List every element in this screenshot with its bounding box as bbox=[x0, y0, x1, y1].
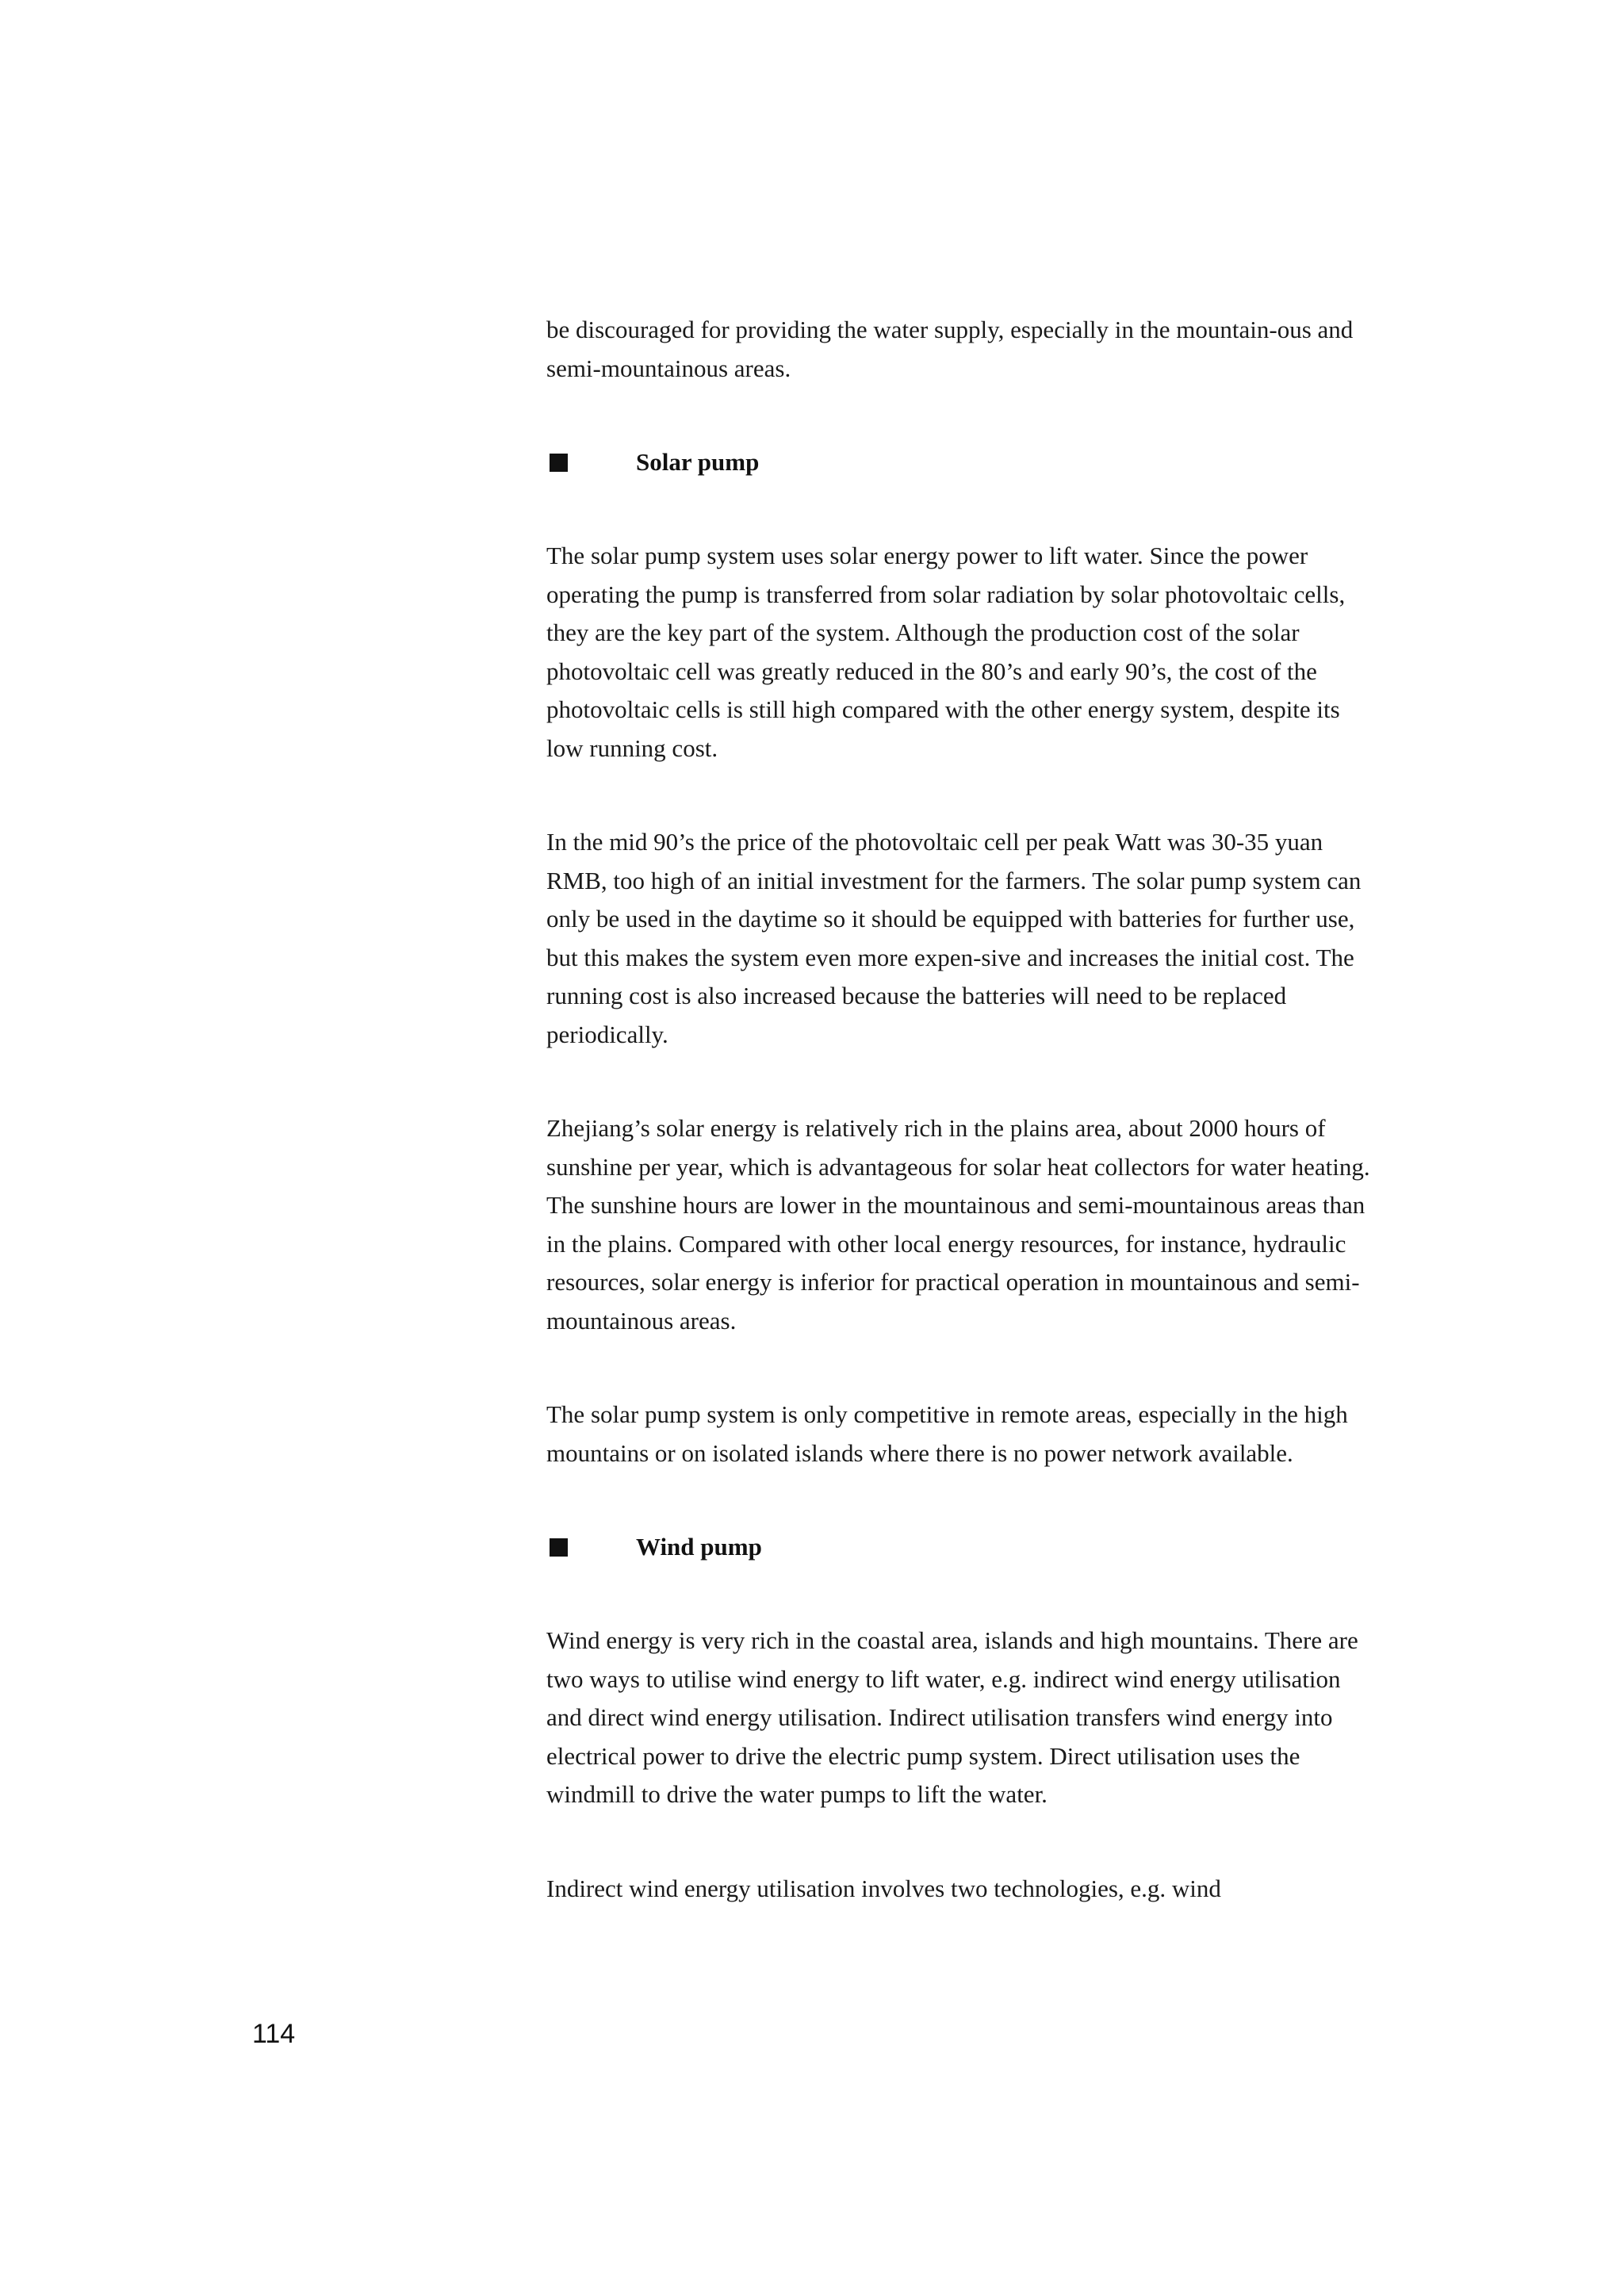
paragraph: Zhejiang’s solar energy is relatively rich in the plains area, about 2000 hours of sunshine per year, which is advantageous for solar heat collectors for water heating. The sunshine hours are lower in the mountainous and semi-mountainous areas than in the plains. Compared with other local energy resources, for instance, hydraulic resources, solar energy is inferior for practical operation in mountainous and semi-mountainous areas. bbox=[546, 1114, 1370, 1335]
paragraph: be discouraged for providing the water supply, especially in the mountain-ous and semi-mountainous areas. bbox=[546, 316, 1354, 382]
section-heading-wind-pump bbox=[546, 1528, 1371, 1566]
paragraph: Indirect wind energy utilisation involves two technologies, e.g. wind bbox=[546, 1874, 1221, 1902]
paragraph: In the mid 90’s the price of the photovoltaic cell per peak Watt was 30-35 yuan RMB, too high of an initial investment for the farmers. The solar pump system can only be used in the daytime so it should be equipped with batteries for further use, but this makes the system even more expen-sive and increases the initial cost. The running cost is also increased because the batteries will need to be replaced periodically. bbox=[546, 828, 1362, 1048]
section-heading-solar-pump bbox=[546, 443, 1371, 481]
square-bullet-icon bbox=[550, 454, 568, 472]
heading-text: Solar pump bbox=[636, 447, 760, 476]
heading-text: Wind pump bbox=[636, 1532, 762, 1561]
paragraph: Wind energy is very rich in the coastal area, islands and high mountains. There are two ways to utilise wind energy to lift water, e.g. indirect wind energy utilisation and direct wind energy utilisation. Indirect utilisation transfers wind energy into electrical power to drive the electric pump system. Direct utilisation uses the windmill to drive the water pumps to lift the water. bbox=[546, 1626, 1358, 1808]
square-bullet-icon bbox=[550, 1538, 568, 1557]
paragraph: The solar pump system is only competitive in remote areas, especially in the high mountains or on isolated islands where there is no power network available. bbox=[546, 1400, 1348, 1467]
paragraph: The solar pump system uses solar energy power to lift water. Since the power operating the pump is transferred from solar radiation by solar photovoltaic cells, they are the key part of the system. Although the production cost of the solar photovoltaic cell was greatly reduced in the 80’s and early 90’s, the cost of the photovoltaic cells is still high compared with the other energy system, despite its low running cost. bbox=[546, 542, 1346, 762]
text-column bbox=[546, 311, 1371, 1908]
page-number: 114 bbox=[252, 2019, 296, 2049]
